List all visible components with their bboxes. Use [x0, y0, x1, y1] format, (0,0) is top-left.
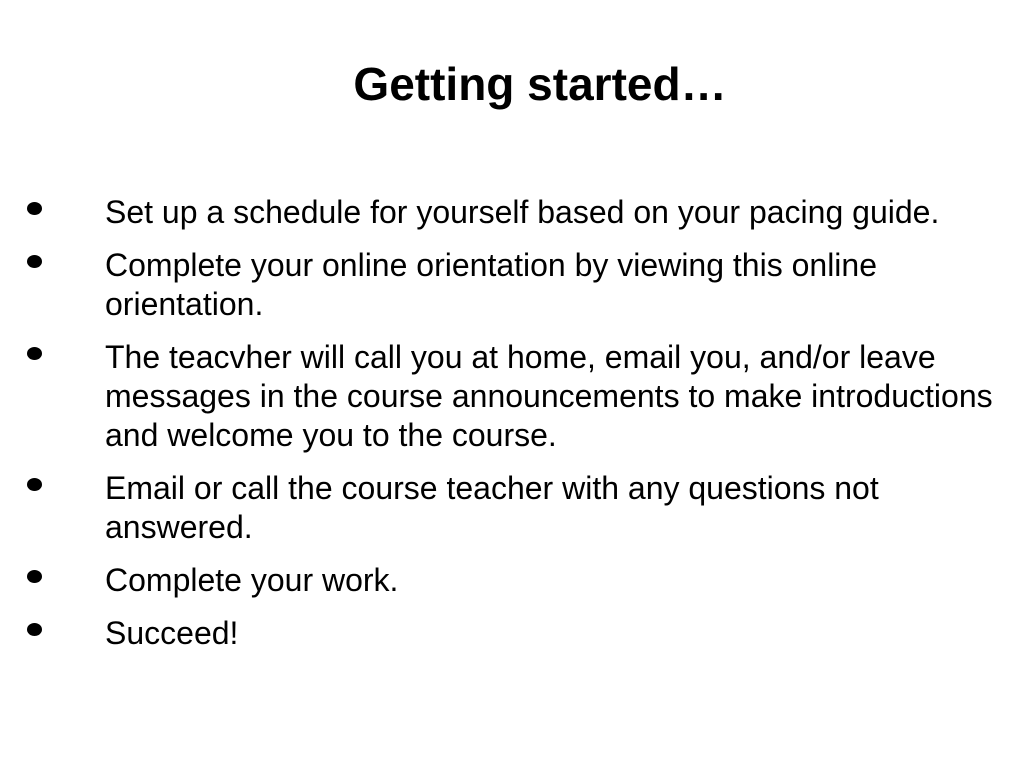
bullet-line: Complete your online orientation by viewing this online	[105, 247, 877, 283]
bullet-item	[0, 338, 1024, 455]
bullet-line: Complete your work.	[105, 562, 399, 598]
bullet-item	[0, 469, 1024, 547]
bullet-line: messages in the course announcements to make introductions	[105, 378, 993, 414]
bullet-line: and welcome you to the course.	[105, 417, 557, 453]
bullet-dot-icon	[27, 623, 42, 636]
bullet-dot-icon	[27, 478, 42, 491]
bullet-line: Email or call the course teacher with any questions not	[105, 470, 879, 506]
bullet-item	[0, 193, 1024, 232]
bullet-line: answered.	[105, 509, 253, 545]
bullet-list	[0, 193, 1024, 667]
bullet-line: Succeed!	[105, 615, 239, 651]
bullet-line: Set up a schedule for yourself based on your pacing guide.	[105, 194, 940, 230]
bullet-item	[0, 246, 1024, 324]
bullet-item	[0, 614, 1024, 653]
bullet-line: orientation.	[105, 286, 264, 322]
bullet-line: The teacvher will call you at home, email you, and/or leave	[105, 339, 936, 375]
slide-title: Getting started…	[353, 58, 727, 110]
bullet-dot-icon	[27, 202, 42, 215]
bullet-dot-icon	[27, 347, 42, 360]
bullet-item	[0, 561, 1024, 600]
bullet-dot-icon	[27, 570, 42, 583]
bullet-dot-icon	[27, 255, 42, 268]
